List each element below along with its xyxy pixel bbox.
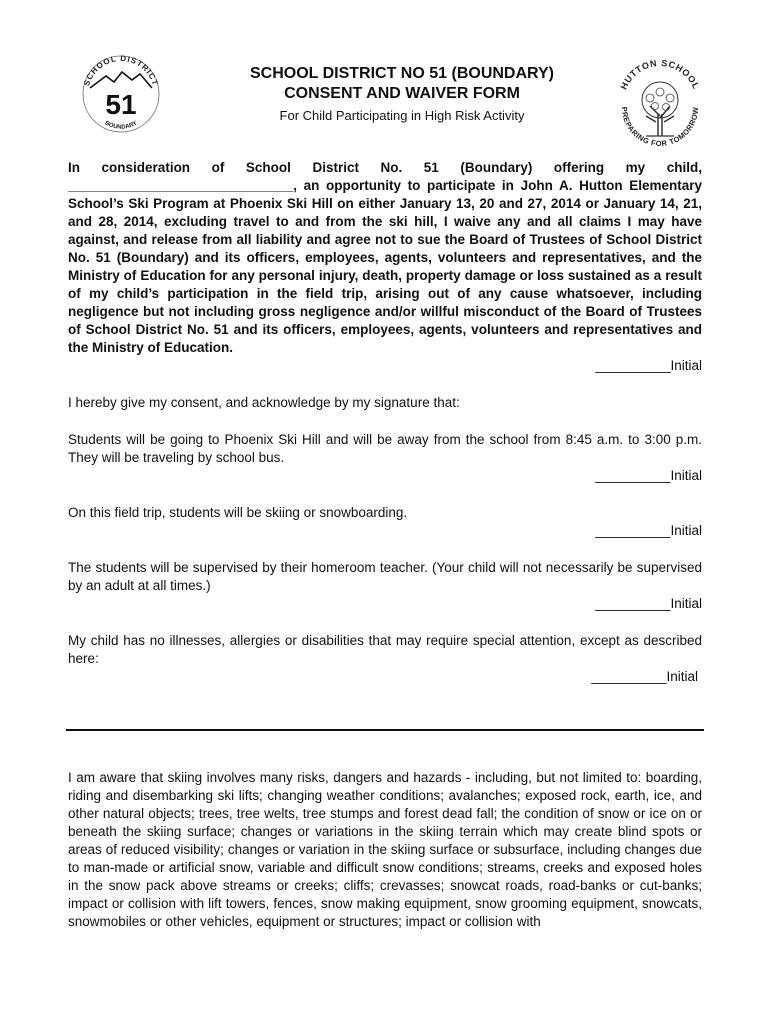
svg-text:SCHOOL DISTRICT <box>82 54 160 87</box>
school-district-51-logo <box>76 48 166 138</box>
svg-text:HUTTON SCHOOL <box>619 58 702 91</box>
item-text: Students will be going to Phoenix Ski Hill and will be away from the school from 8:45 a.m. to 3:00 p.m. They will be traveling by school bus. <box>68 432 702 465</box>
section-divider <box>66 729 704 731</box>
consent-intro: I hereby give my consent, and acknowledge by my signature that: <box>68 395 460 410</box>
item-text: The students will be supervised by their homeroom teacher. (Your child will not necessarily be supervised by an adult at all times.) <box>68 560 702 593</box>
hutton-school-logo <box>610 56 710 156</box>
risks-paragraph <box>68 769 702 931</box>
form-title-line1: SCHOOL DISTRICT NO 51 (BOUNDARY) <box>249 65 554 82</box>
logo-left-bottom-text: BOUNDARY <box>103 120 139 131</box>
initial-field[interactable]: __________Initial <box>595 468 702 483</box>
logo-right-top-text: HUTTON SCHOOL <box>618 57 702 91</box>
form-header <box>180 64 624 125</box>
tree-icon <box>642 82 678 136</box>
initial-field[interactable]: __________Initial <box>595 523 702 538</box>
waiver-line1: In consideration of School District No. 51 (Boundary) offering my child, <box>68 160 702 175</box>
initial-field[interactable]: __________Initial <box>595 596 702 611</box>
item-text: On this field trip, students will be skiing or snowboarding. <box>68 505 408 520</box>
svg-text:PREPARING FOR TOMORROW <box>620 106 700 148</box>
form-subtitle: For Child Participating in High Risk Activity <box>279 108 525 123</box>
initial-field[interactable]: __________Initial <box>591 669 698 684</box>
waiver-paragraph: ______________________________, an opportunity to participate in John A. Hutton Elementary School’s Ski Program at Phoenix Ski Hill on either January 13, 20 and 27, 2014 or January 14, 21, and 28, 2014, excluding travel to and from the ski hill, I waive any and all claims I may have against, and release from all liability and agree not to sue the Board of Trustees of School District No. 51 (Boundary) and its officers, employees, agents, volunteers and representatives, and the Ministry of Education for any personal injury, death, property damage or loss sustained as a result of my child’s participation in the field trip, arising out of any cause whatsoever, including negligence but not including gross negligence and/or willful misconduct of the Board of Trustees of School District No. 51 and its officers, employees, agents, volunteers and representatives and the Ministry of Education. <box>68 178 702 355</box>
initial-field[interactable]: __________Initial <box>595 358 702 373</box>
form-body <box>68 159 702 686</box>
mountain-icon <box>90 72 152 88</box>
logo-left-number: 51 <box>105 89 137 120</box>
logo-right-bottom-text: PREPARING FOR TOMORROW <box>619 106 701 149</box>
logo-left-arc-text: SCHOOL DISTRICT <box>82 53 160 88</box>
item-text: My child has no illnesses, allergies or disabilities that may require special attention, except as described here: <box>68 633 702 666</box>
svg-text:BOUNDARY <box>104 120 139 130</box>
form-title-line2: CONSENT AND WAIVER FORM <box>284 85 520 102</box>
risks-text: I am aware that skiing involves many risks, dangers and hazards - including, but not limited to: boarding, riding and disembarking ski lifts; changing weather conditions; avalanches; exposed rock, earth, ice, and other natural objects; trees, tree welts, tree stumps and forest dead fall; the condition of snow or ice on or beneath the skiing surface; changes or variations in the skiing terrain which may create blind spots or areas of reduced visibility; changes or variation in the skiing surface or subsurface, including changes due to man-made or artificial snow, variable and difficult snow conditions; streams, creeks and exposed holes in the snow pack above streams or creeks; cliffs; crevasses; snowcat roads, road-banks or cut-banks; impact or collision with lift towers, fences, snow making equipment, snow grooming equipment, snowcats, snowmobiles or other vehicles, equipment or structures; impact or collision with <box>68 770 702 929</box>
